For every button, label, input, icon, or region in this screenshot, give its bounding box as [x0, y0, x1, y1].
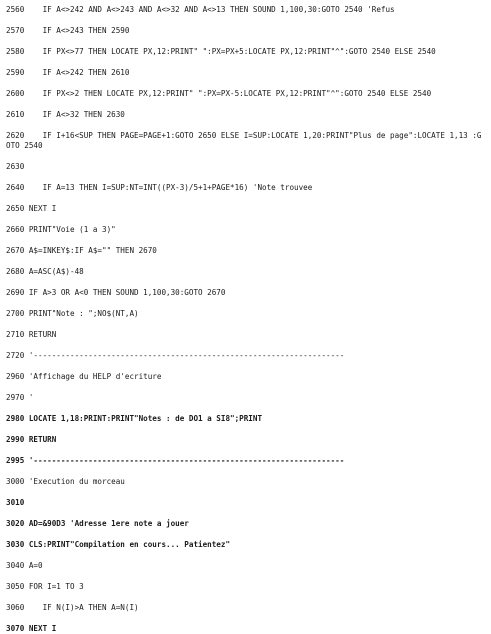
- code-line-3060: 3060 IF N(I)>A THEN A=N(I): [6, 603, 139, 612]
- code-line-3070: 3070 NEXT I: [6, 624, 57, 633]
- code-line-3050: 3050 FOR I=1 TO 3: [6, 582, 84, 591]
- code-line-2720: 2720 '--------------------------------------------------------------------: [6, 351, 345, 360]
- code-line-2690: 2690 IF A>3 OR A<0 THEN SOUND 1,100,30:GOTO 2670: [6, 288, 226, 297]
- code-line-2680: 2680 A=ASC(A$)-48: [6, 267, 84, 276]
- code-line-2620: 2620 IF I+16<SUP THEN PAGE=PAGE+1:GOTO 2650 ELSE I=SUP:LOCATE 1,20:PRINT"Plus de page":LOCATE 1,13 :GOTO 2540: [6, 131, 482, 150]
- code-line-2630: 2630: [6, 162, 25, 171]
- code-line-2580: 2580 IF PX<>77 THEN LOCATE PX,12:PRINT" ":PX=PX+5:LOCATE PX,12:PRINT"^":GOTO 2540 ELSE 2540: [6, 47, 436, 56]
- code-line-2560: 2560 IF A<>242 AND A<>243 AND A<>32 AND A<>13 THEN SOUND 1,100,30:GOTO 2540 'Refus: [6, 5, 395, 14]
- code-line-2700: 2700 PRINT"Note : ";NO$(NT,A): [6, 309, 139, 318]
- code-line-2995: 2995 '--------------------------------------------------------------------: [6, 456, 345, 465]
- code-line-2990: 2990 RETURN: [6, 435, 57, 444]
- code-line-2660: 2660 PRINT"Voie (1 a 3)": [6, 225, 116, 234]
- code-line-2590: 2590 IF A<>242 THEN 2610: [6, 68, 130, 77]
- code-line-2980: 2980 LOCATE 1,18:PRINT:PRINT"Notes : de DO1 a SI8";PRINT: [6, 414, 263, 423]
- code-line-2640: 2640 IF A=13 THEN I=SUP:NT=INT((PX-3)/5+1+PAGE*16) 'Note trouvee: [6, 183, 313, 192]
- code-line-2650: 2650 NEXT I: [6, 204, 57, 213]
- code-line-2670: 2670 A$=INKEY$:IF A$="" THEN 2670: [6, 246, 157, 255]
- code-line-2960: 2960 'Affichage du HELP d'ecriture: [6, 372, 162, 381]
- code-line-3030: 3030 CLS:PRINT"Compilation en cours... Patientez": [6, 540, 231, 549]
- code-line-3020: 3020 AD=&90D3 'Adresse 1ere note a jouer: [6, 519, 189, 528]
- code-line-2610: 2610 IF A<>32 THEN 2630: [6, 110, 125, 119]
- code-line-2970: 2970 ': [6, 393, 34, 402]
- code-line-3010: 3010: [6, 498, 25, 507]
- code-line-3000: 3000 'Execution du morceau: [6, 477, 125, 486]
- code-line-3040: 3040 A=0: [6, 561, 43, 570]
- code-line-2600: 2600 IF PX<>2 THEN LOCATE PX,12:PRINT" ":PX=PX-5:LOCATE PX,12:PRINT"^":GOTO 2540 ELSE 2540: [6, 89, 432, 98]
- code-line-2570: 2570 IF A<>243 THEN 2590: [6, 26, 130, 35]
- code-line-2710: 2710 RETURN: [6, 330, 57, 339]
